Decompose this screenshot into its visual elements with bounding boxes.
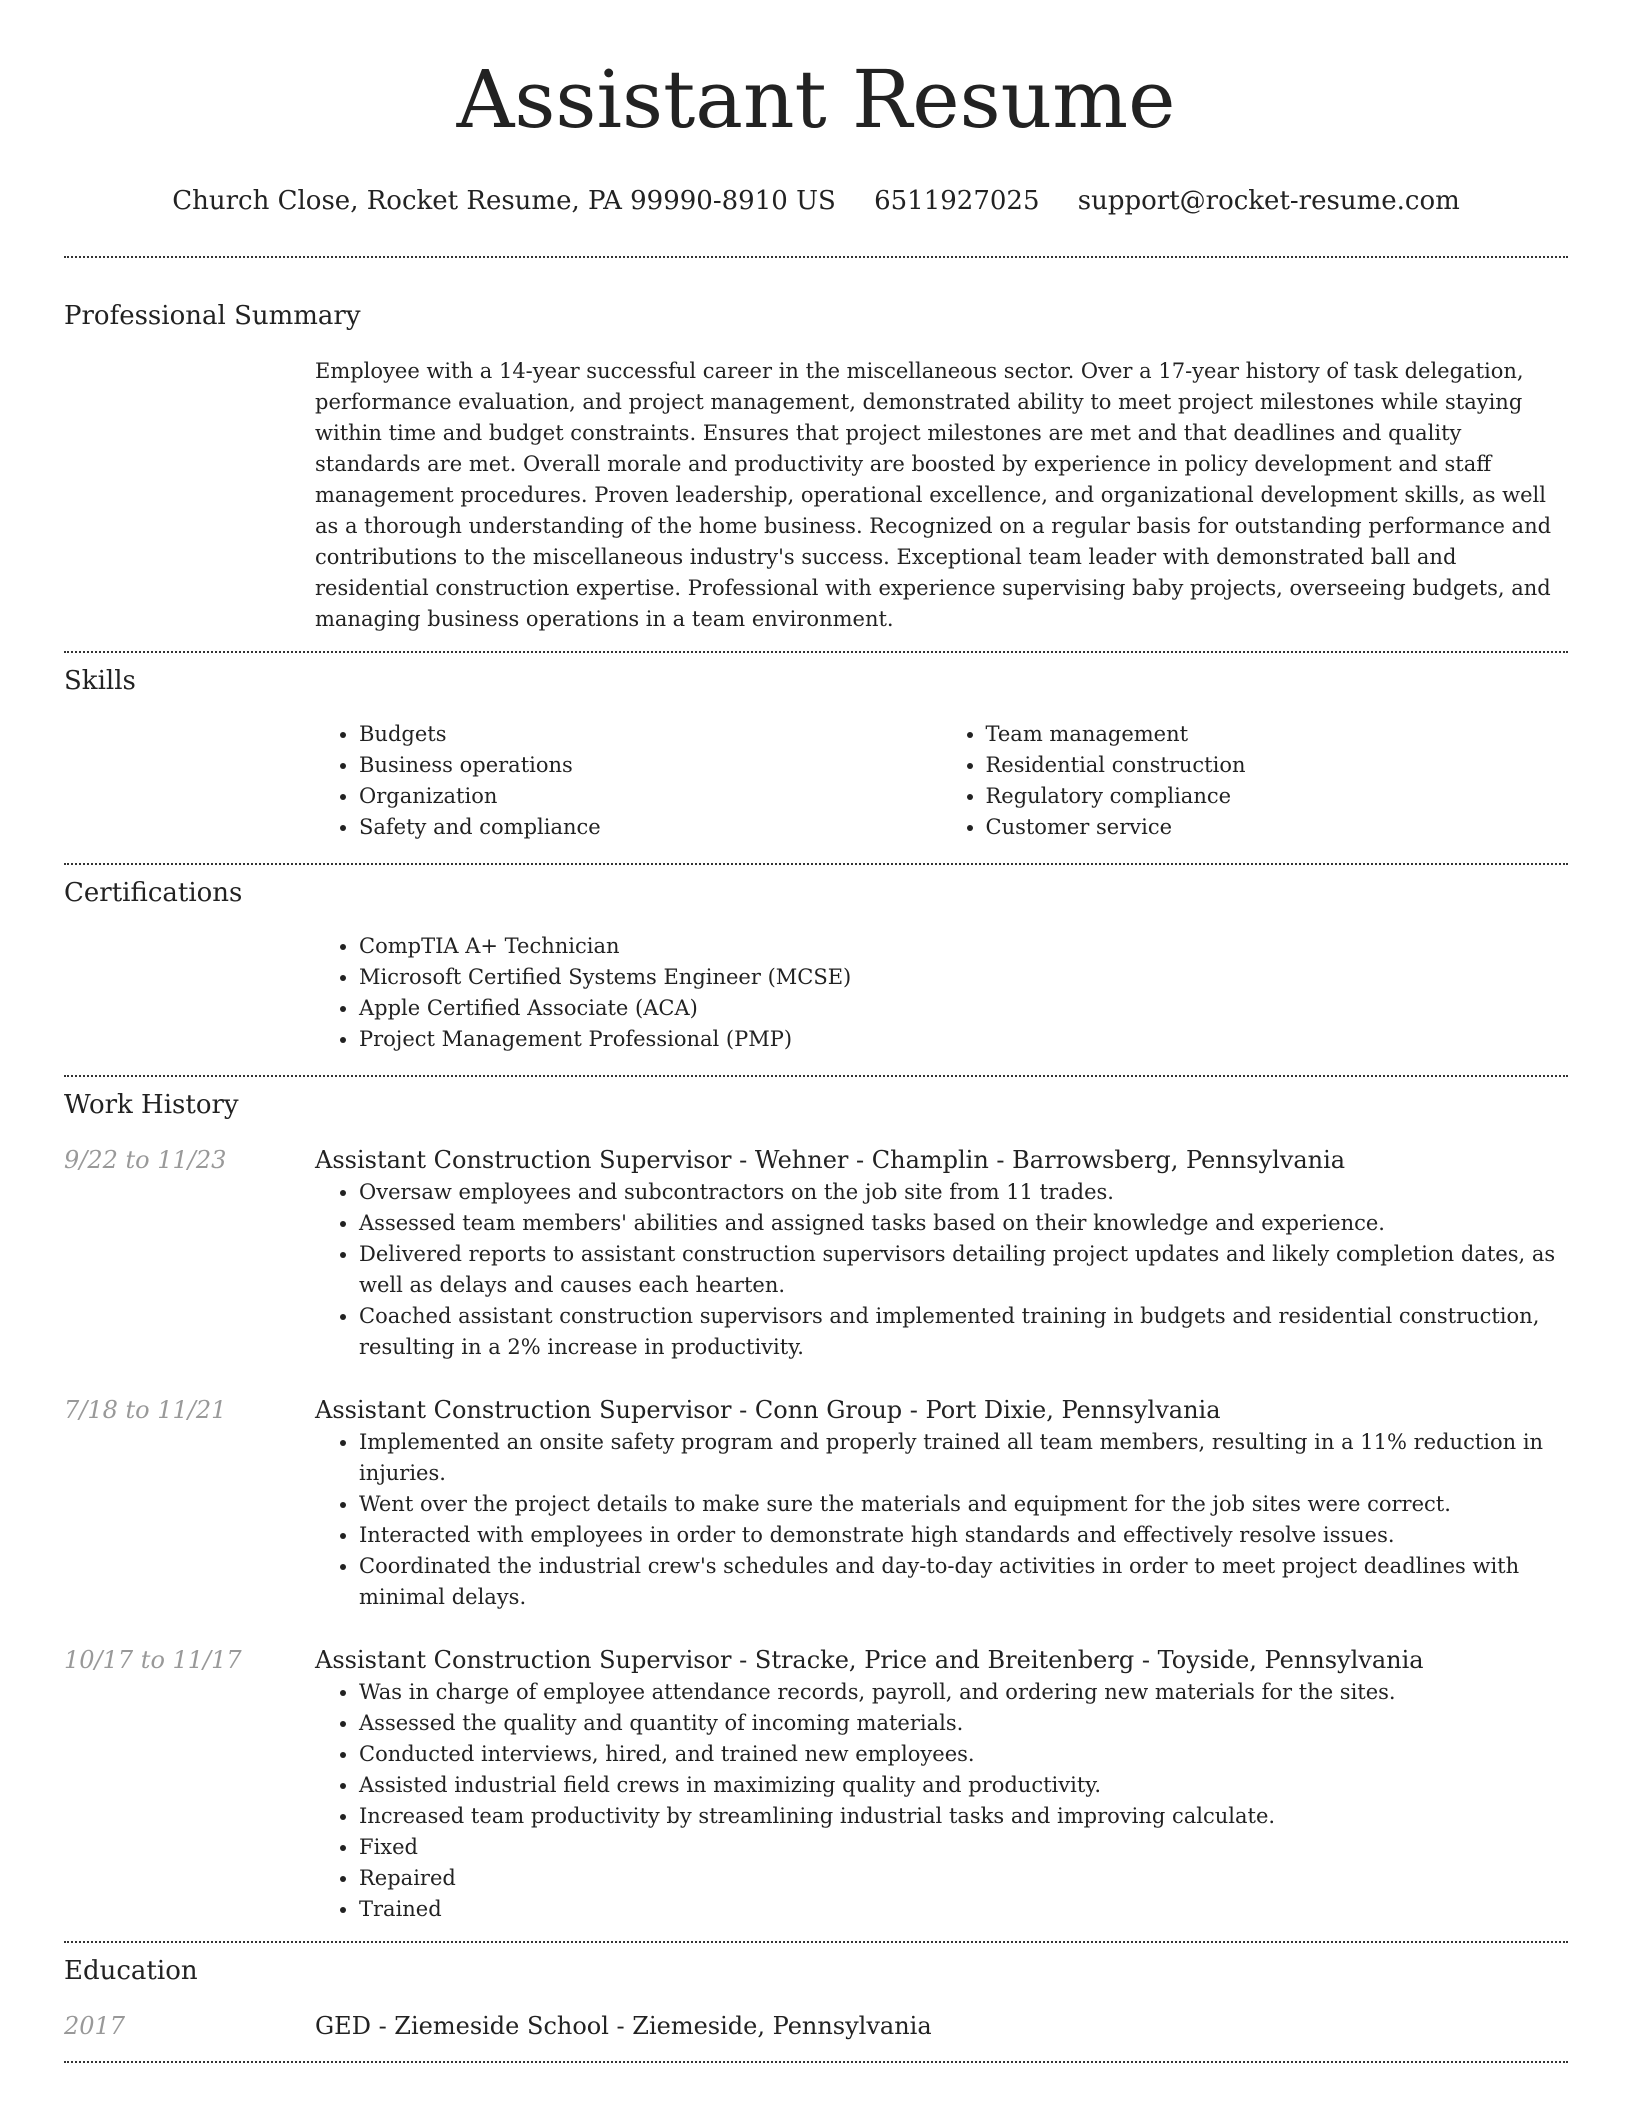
- education-body: [315, 2009, 1568, 2043]
- job-body: [315, 1643, 1568, 1925]
- education-entry: [64, 2009, 1568, 2043]
- skills-list-right: [942, 719, 1569, 843]
- job-bullets: [315, 1677, 1568, 1925]
- contact-line: [64, 184, 1568, 218]
- section-title-skills: Skills: [64, 666, 136, 696]
- certification-item: • Apple Certified Associate (ACA): [359, 993, 1568, 1024]
- job-bullet: • Implemented an onsite safety program and properly trained all team members, resulting in a 11% reduction in injuries.: [359, 1427, 1568, 1489]
- certifications-list-wrap: [315, 931, 1568, 1055]
- job-bullet: • Oversaw employees and subcontractors on the job site from 11 trades.: [359, 1177, 1568, 1208]
- job-entry: [64, 1393, 1568, 1613]
- summary-text: Employee with a 14-year successful career in the miscellaneous sector. Over a 17-year history of task delegation, performance evaluation, and project management, demonstrated ability to meet project milestones while staying within time and budget constraints. Ensures that project milestones are met and that deadlines and quality standards are met. Overall morale and productivity are boosted by experience in policy development and staff management procedures. Proven leadership, operational excellence, and organizational development skills, as well as a thorough understanding of the home business. Recognized on a regular basis for outstanding performance and contributions to the miscellaneous industry's success. Exceptional team leader with demonstrated ball and residential construction expertise. Professional with experience supervising baby projects, overseeing budgets, and managing business operations in a team environment.: [315, 359, 1552, 631]
- skill-item: • Budgets: [359, 719, 942, 750]
- contact-address: Church Close, Rocket Resume, PA 99990-8910 US: [172, 186, 836, 216]
- job-bullet: • Trained: [359, 1894, 1568, 1925]
- contact-email: support@rocket-resume.com: [1077, 186, 1460, 216]
- section-title-education: Education: [64, 1956, 198, 1986]
- skill-item: • Business operations: [359, 750, 942, 781]
- job-title: Assistant Construction Supervisor - Stracke, Price and Breitenberg - Toyside, Pennsylvania: [315, 1646, 1424, 1674]
- certification-item: • Microsoft Certified Systems Engineer (MCSE): [359, 962, 1568, 993]
- job-bullet: • Assessed the quality and quantity of incoming materials.: [359, 1708, 1568, 1739]
- certification-item: • CompTIA A+ Technician: [359, 931, 1568, 962]
- section-title-certifications: Certifications: [64, 878, 243, 908]
- education-section: [64, 1943, 1568, 2043]
- skill-item: • Customer service: [986, 812, 1569, 843]
- skill-item: • Regulatory compliance: [986, 781, 1569, 812]
- resume-name: Assistant Resume: [456, 53, 1176, 146]
- job-dates: 10/17 to 11/17: [64, 1646, 242, 1674]
- job-body: [315, 1393, 1568, 1613]
- job-bullet: • Assessed team members' abilities and assigned tasks based on their knowledge and experience.: [359, 1208, 1568, 1239]
- job-bullet: • Repaired: [359, 1863, 1568, 1894]
- job-title: Assistant Construction Supervisor - Conn Group - Port Dixie, Pennsylvania: [315, 1396, 1221, 1424]
- job-body: [315, 1143, 1568, 1363]
- certification-item: • Project Management Professional (PMP): [359, 1024, 1568, 1055]
- job-bullet: • Coached assistant construction supervisors and implemented training in budgets and residential construction, resulting in a 2% increase in productivity.: [359, 1301, 1568, 1363]
- education-year: 2017: [64, 2012, 126, 2040]
- job-entry: [64, 1643, 1568, 1925]
- skill-item: • Safety and compliance: [359, 812, 942, 843]
- skill-item: • Organization: [359, 781, 942, 812]
- skills-list-left: [315, 719, 942, 843]
- job-bullet: • Assisted industrial field crews in maximizing quality and productivity.: [359, 1770, 1568, 1801]
- job-bullets: [315, 1177, 1568, 1363]
- job-bullet: • Coordinated the industrial crew's schedules and day-to-day activities in order to meet project deadlines with minimal delays.: [359, 1551, 1568, 1613]
- skills-grid: [315, 719, 1568, 843]
- job-bullet: • Delivered reports to assistant construction supervisors detailing project updates and likely completion dates, as well as delays and causes each hearten.: [359, 1239, 1568, 1301]
- job-dates: 9/22 to 11/23: [64, 1146, 227, 1174]
- divider: [64, 2061, 1568, 2063]
- certifications-section: [64, 865, 1568, 1055]
- job-bullet: • Was in charge of employee attendance records, payroll, and ordering new materials for the sites.: [359, 1677, 1568, 1708]
- section-title-summary: Professional Summary: [64, 301, 361, 331]
- divider: [64, 256, 1568, 258]
- certifications-list: [315, 931, 1568, 1055]
- education-title: GED - Ziemeside School - Ziemeside, Pennsylvania: [315, 2012, 932, 2040]
- job-title: Assistant Construction Supervisor - Wehner - Champlin - Barrowsberg, Pennsylvania: [315, 1146, 1346, 1174]
- job-bullet: • Went over the project details to make sure the materials and equipment for the job sites were correct.: [359, 1489, 1568, 1520]
- job-bullet: • Conducted interviews, hired, and trained new employees.: [359, 1739, 1568, 1770]
- job-entry: [64, 1143, 1568, 1363]
- skill-item: • Team management: [986, 719, 1569, 750]
- job-bullets: [315, 1427, 1568, 1613]
- work-history-section: [64, 1077, 1568, 1925]
- job-bullet: • Interacted with employees in order to demonstrate high standards and effectively resolve issues.: [359, 1520, 1568, 1551]
- contact-phone: 6511927025: [874, 186, 1040, 216]
- job-bullet: • Fixed: [359, 1832, 1568, 1863]
- summary-section: [64, 300, 1568, 635]
- skill-item: • Residential construction: [986, 750, 1569, 781]
- job-dates: 7/18 to 11/21: [64, 1396, 227, 1424]
- skills-section: [64, 653, 1568, 843]
- jobs-list: [64, 1143, 1568, 1925]
- section-title-work-history: Work History: [64, 1090, 239, 1120]
- job-bullet: • Increased team productivity by streamlining industrial tasks and improving calculate.: [359, 1801, 1568, 1832]
